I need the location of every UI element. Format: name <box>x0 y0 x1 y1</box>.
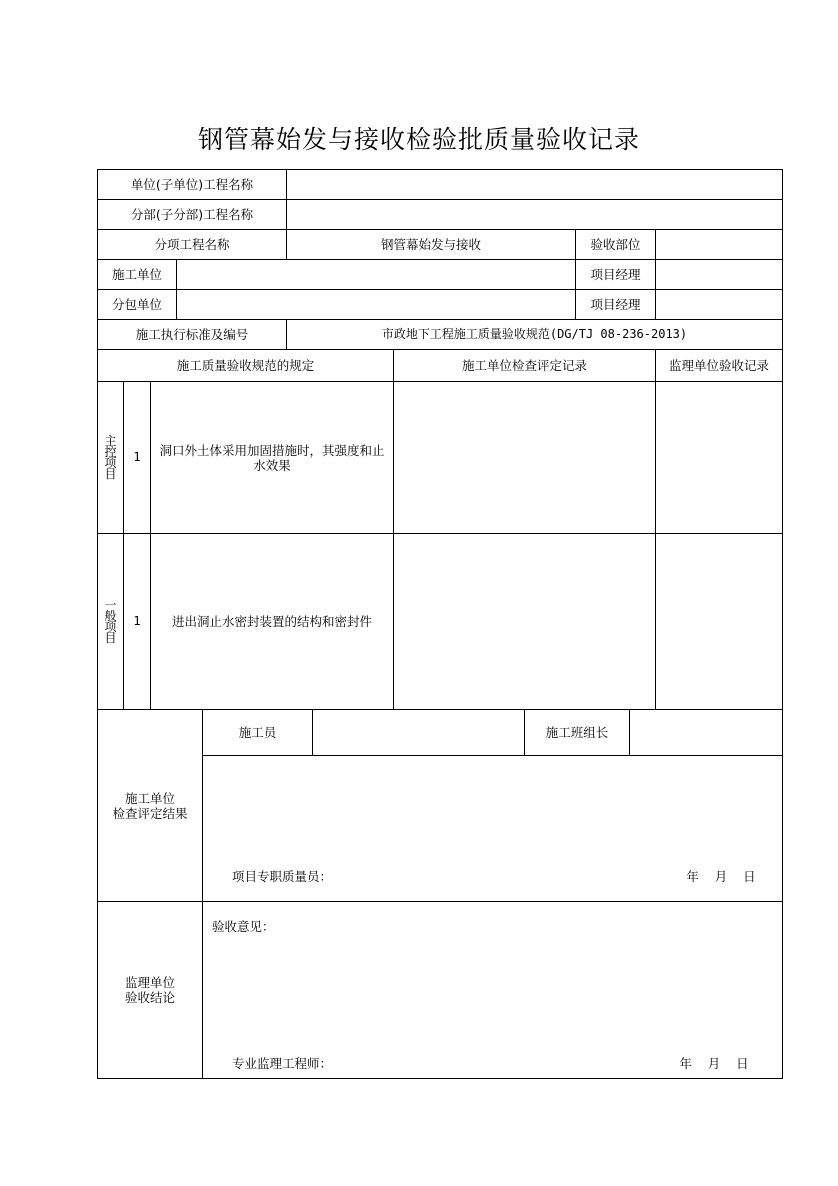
contractor-field[interactable] <box>177 260 575 289</box>
supervising-engineer-label: 专业监理工程师： <box>232 1055 333 1071</box>
division-field[interactable] <box>287 200 782 229</box>
contractor-result-date: 年 月 日 <box>686 868 756 884</box>
project-manager-label: 项目经理 <box>590 267 641 282</box>
main-items-group-label: 主 控 项 目 <box>104 433 117 481</box>
project-manager-field[interactable] <box>656 260 782 289</box>
quality-inspector-label: 项目专职质量员： <box>232 868 333 884</box>
acceptance-part-label: 验收部位 <box>590 237 641 252</box>
unit-project-label: 单位(子单位)工程名称 <box>130 177 254 192</box>
main-item-text: 洞口外土体采用加固措施时，其强度和止水效果 <box>159 442 385 473</box>
standard-label: 施工执行标准及编号 <box>135 327 249 342</box>
main-item-number: 1 <box>133 450 141 464</box>
team-leader-field[interactable] <box>630 710 782 755</box>
general-item-text: 进出洞止水密封装置的结构和密封件 <box>171 614 372 629</box>
contractor-record-header: 施工单位检查评定记录 <box>461 358 587 373</box>
page-title: 钢管幕始发与接收检验批质量验收记录 <box>197 125 640 154</box>
subcontractor-label: 分包单位 <box>111 297 162 312</box>
worker-field[interactable] <box>313 710 524 755</box>
main-item-contractor-record[interactable] <box>394 382 655 533</box>
table-border-right <box>782 169 783 1079</box>
spec-column-header: 施工质量验收规范的规定 <box>176 358 315 373</box>
sub-project-manager-field[interactable] <box>656 290 782 319</box>
general-item-supervisor-record[interactable] <box>656 534 782 709</box>
unit-project-field[interactable] <box>287 170 782 199</box>
contractor-result-label: 施工单位 检查评定结果 <box>112 790 188 821</box>
contractor-label: 施工单位 <box>111 267 162 282</box>
general-items-group-label: 一 般 项 目 <box>104 597 117 645</box>
standard-value: 市政地下工程施工质量验收规范(DG/TJ 08-236-2013) <box>381 327 688 341</box>
acceptance-part-field[interactable] <box>656 230 782 259</box>
general-item-contractor-record[interactable] <box>394 534 655 709</box>
grid-line <box>202 755 783 756</box>
team-leader-label: 施工班组长 <box>545 725 609 740</box>
division-label: 分部(子分部)工程名称 <box>130 207 254 222</box>
sub-project-manager-label: 项目经理 <box>590 297 641 312</box>
supervisor-record-header: 监理单位验收记录 <box>668 358 769 373</box>
table-border-bottom <box>97 1078 783 1079</box>
acceptance-opinion-label: 验收意见： <box>212 918 275 934</box>
subitem-label: 分项工程名称 <box>154 237 230 252</box>
supervisor-result-date: 年 月 日 <box>679 1055 749 1071</box>
subcontractor-field[interactable] <box>177 290 575 319</box>
general-item-number: 1 <box>133 614 141 628</box>
grid-line <box>202 709 203 1079</box>
supervisor-result-label: 监理单位 验收结论 <box>124 975 175 1005</box>
subitem-value: 钢管幕始发与接收 <box>380 237 481 252</box>
main-item-supervisor-record[interactable] <box>656 382 782 533</box>
worker-label: 施工员 <box>238 725 277 740</box>
